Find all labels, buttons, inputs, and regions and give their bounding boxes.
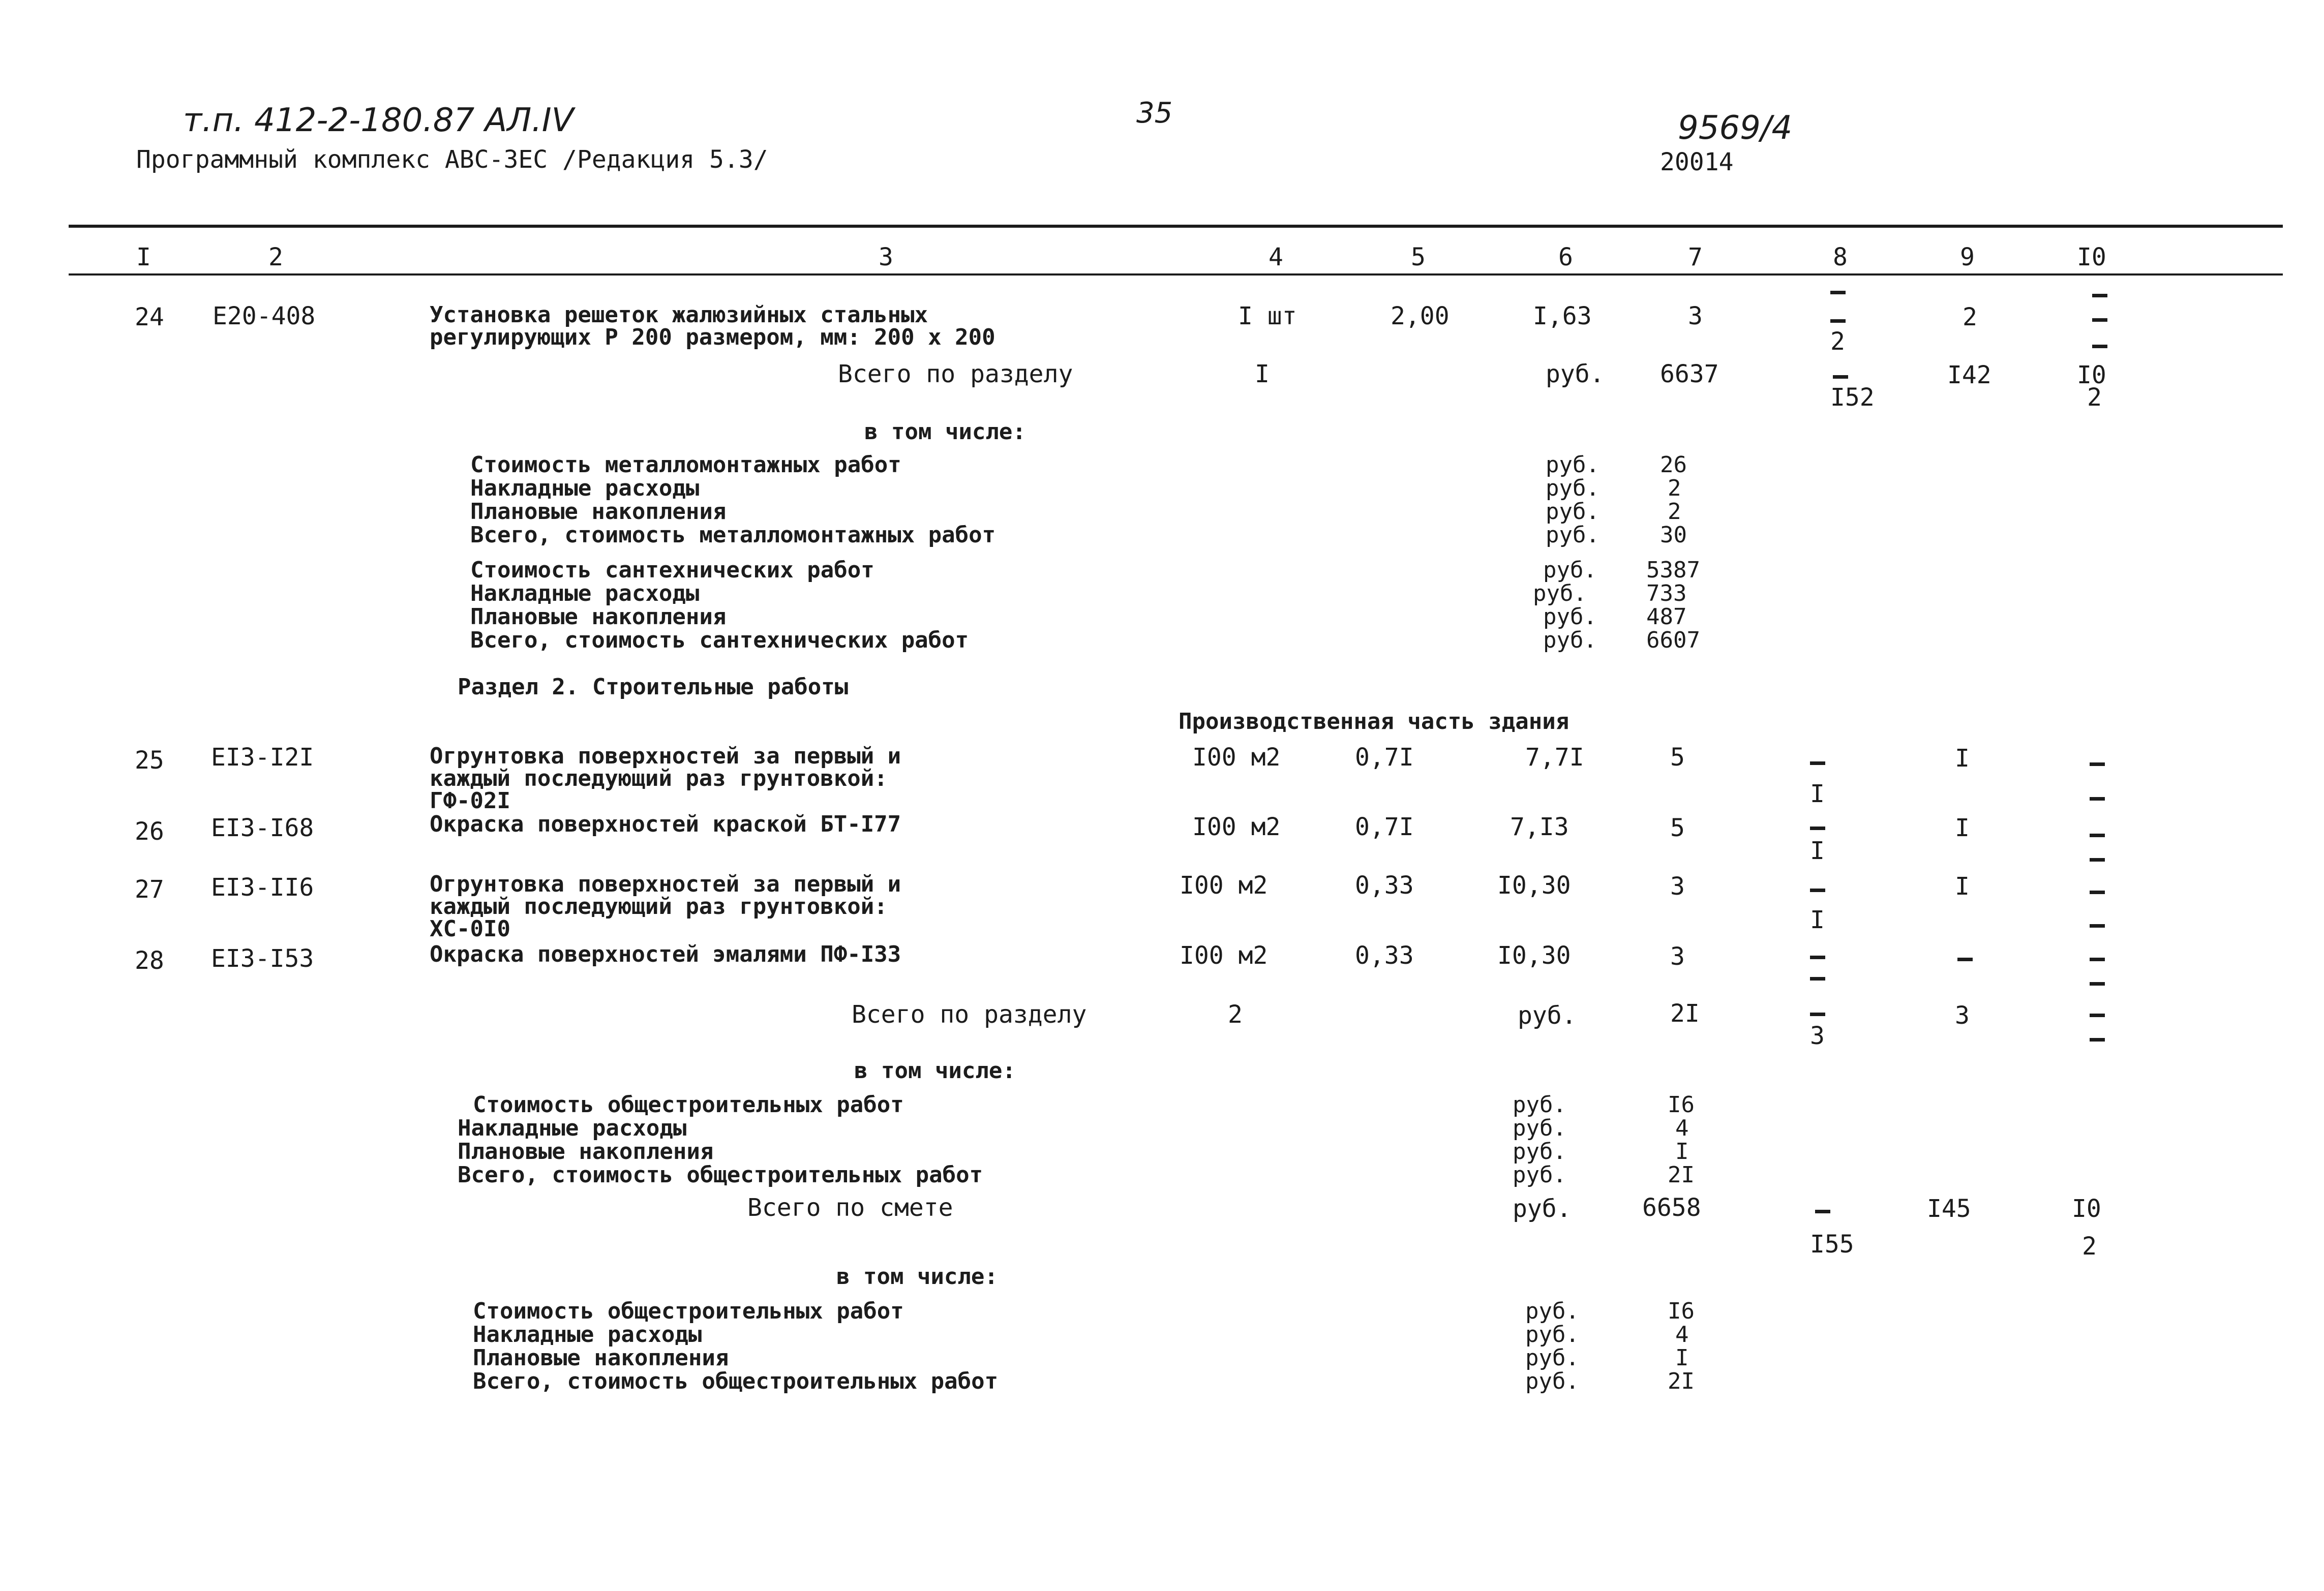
dash-mark bbox=[2090, 924, 2105, 928]
section-total-label: Всего по разделу bbox=[838, 360, 1073, 388]
row-col9: 2 bbox=[1963, 303, 1977, 331]
row-total: 3 bbox=[1688, 302, 1703, 330]
breakdown-unit: руб. bbox=[1513, 1139, 1566, 1165]
row-unit: I00 м2 bbox=[1192, 813, 1281, 841]
section-total-col9: I42 bbox=[1947, 361, 1991, 389]
dash-mark bbox=[2090, 1038, 2105, 1042]
breakdown-title: в том числе: bbox=[854, 1058, 1016, 1084]
breakdown-value: I6 bbox=[1668, 1092, 1695, 1118]
row-total: 5 bbox=[1670, 743, 1685, 772]
row-code: ЕI3-I68 bbox=[211, 814, 314, 842]
row-code: Е20-408 bbox=[213, 302, 316, 330]
row-col9: I bbox=[1955, 814, 1970, 842]
breakdown-label: Всего, стоимость общестроительных работ bbox=[458, 1162, 983, 1188]
section-total-col10-sub: 2 bbox=[2087, 383, 2102, 412]
row-unit: I00 м2 bbox=[1192, 743, 1281, 772]
header-rule-top bbox=[69, 225, 2283, 228]
section-total-col9: 3 bbox=[1955, 1001, 1970, 1030]
estimate-total-unit: руб. bbox=[1513, 1195, 1572, 1223]
document-sub-number: 20014 bbox=[1660, 148, 1734, 176]
column-header: 8 bbox=[1833, 243, 1848, 271]
breakdown-value: I6 bbox=[1668, 1298, 1695, 1324]
document-number: 9569/4 bbox=[1678, 109, 1793, 147]
row-description: Установка решеток жалюзийных стальных bbox=[430, 302, 928, 328]
breakdown-label: Плановые накопления bbox=[473, 1345, 729, 1371]
row-description: Окраска поверхностей эмалями ПФ-I33 bbox=[430, 941, 901, 967]
dash-mark bbox=[2090, 958, 2105, 961]
row-description: ГФ-02I bbox=[430, 788, 510, 814]
breakdown-unit: руб. bbox=[1543, 557, 1597, 583]
row-description: Огрунтовка поверхностей за первый и bbox=[430, 743, 901, 769]
breakdown-value: 5387 bbox=[1646, 557, 1700, 583]
header-rule-bottom bbox=[69, 273, 2283, 276]
breakdown-label: Стоимость сантехнических работ bbox=[470, 557, 874, 583]
breakdown-value: 4 bbox=[1675, 1322, 1689, 1348]
section-total-label: Всего по разделу bbox=[852, 1000, 1087, 1029]
row-unit: I шт bbox=[1238, 302, 1297, 330]
row-description: ХС-0I0 bbox=[430, 916, 510, 942]
breakdown-unit: руб. bbox=[1513, 1092, 1566, 1118]
row-col8: I bbox=[1810, 837, 1825, 865]
section-total-quantity: 2 bbox=[1228, 1000, 1243, 1029]
estimate-total-label: Всего по смете bbox=[747, 1194, 953, 1222]
breakdown-unit: руб. bbox=[1513, 1115, 1566, 1141]
dash-mark bbox=[1833, 375, 1848, 379]
breakdown-label: Накладные расходы bbox=[470, 580, 700, 606]
column-header: 3 bbox=[879, 243, 893, 271]
estimate-total-col10: I0 bbox=[2072, 1195, 2101, 1223]
section-total-unit: руб. bbox=[1546, 360, 1605, 388]
breakdown-value: 2 bbox=[1668, 475, 1681, 501]
dash-mark bbox=[2090, 858, 2105, 862]
breakdown-unit: руб. bbox=[1525, 1345, 1579, 1371]
breakdown-value: I bbox=[1675, 1139, 1689, 1165]
breakdown-label: Всего, стоимость сантехнических работ bbox=[470, 627, 969, 653]
breakdown-value: 2I bbox=[1668, 1368, 1695, 1394]
breakdown-value: 2 bbox=[1668, 499, 1681, 525]
row-unit: I00 м2 bbox=[1180, 871, 1268, 900]
row-price: 7,I3 bbox=[1510, 813, 1569, 841]
section-total-unit: руб. bbox=[1518, 1001, 1577, 1030]
column-header: 7 bbox=[1688, 243, 1703, 271]
breakdown-value: I bbox=[1675, 1345, 1689, 1371]
breakdown-label: Накладные расходы bbox=[470, 475, 700, 501]
row-description: каждый последующий раз грунтовкой: bbox=[430, 894, 888, 920]
dash-mark bbox=[1810, 977, 1825, 981]
dash-mark bbox=[1957, 958, 1973, 961]
row-price: 7,7I bbox=[1525, 743, 1584, 772]
column-header: 5 bbox=[1411, 243, 1426, 271]
breakdown-unit: руб. bbox=[1546, 499, 1599, 525]
row-price: I0,30 bbox=[1497, 941, 1571, 970]
breakdown-unit: руб. bbox=[1533, 580, 1587, 606]
row-col8: 2 bbox=[1830, 327, 1845, 356]
breakdown-unit: руб. bbox=[1546, 475, 1599, 501]
breakdown-label: Всего, стоимость общестроительных работ bbox=[473, 1368, 999, 1394]
breakdown-unit: руб. bbox=[1513, 1162, 1566, 1188]
dash-mark bbox=[2092, 294, 2107, 297]
dash-mark bbox=[2090, 891, 2105, 894]
breakdown-label: Стоимость общестроительных работ bbox=[473, 1298, 904, 1324]
row-col9: I bbox=[1955, 744, 1970, 773]
row-code: ЕI3-II6 bbox=[211, 873, 314, 902]
breakdown-label: Плановые накопления bbox=[470, 604, 727, 630]
row-col9: I bbox=[1955, 872, 1970, 901]
breakdown-value: 2I bbox=[1668, 1162, 1695, 1188]
breakdown-label: Плановые накопления bbox=[458, 1139, 714, 1165]
row-description: Окраска поверхностей краской БТ-I77 bbox=[430, 811, 901, 837]
row-description: каждый последующий раз грунтовкой: bbox=[430, 766, 888, 791]
row-total: 3 bbox=[1670, 942, 1685, 971]
dash-mark bbox=[1810, 761, 1825, 765]
breakdown-label: Стоимость металломонтажных работ bbox=[470, 452, 901, 478]
row-number: 24 bbox=[135, 303, 164, 331]
dash-mark bbox=[1830, 291, 1846, 294]
dash-mark bbox=[1830, 319, 1846, 323]
dash-mark bbox=[2092, 318, 2107, 322]
dash-mark bbox=[2092, 345, 2107, 348]
breakdown-value: 733 bbox=[1646, 580, 1687, 606]
row-code: ЕI3-I2I bbox=[211, 743, 314, 772]
breakdown-unit: руб. bbox=[1525, 1368, 1579, 1394]
section-total-value: 2I bbox=[1670, 999, 1700, 1028]
row-quantity: 2,00 bbox=[1391, 302, 1450, 330]
row-total: 3 bbox=[1670, 872, 1685, 901]
breakdown-value: 30 bbox=[1660, 522, 1687, 548]
breakdown-value: 4 bbox=[1675, 1115, 1689, 1141]
breakdown-unit: руб. bbox=[1543, 604, 1597, 630]
section-total-quantity: I bbox=[1255, 360, 1270, 388]
row-number: 27 bbox=[135, 875, 164, 904]
row-number: 26 bbox=[135, 817, 164, 846]
estimate-total-col10-sub: 2 bbox=[2082, 1232, 2097, 1261]
breakdown-label: Накладные расходы bbox=[458, 1115, 687, 1141]
row-quantity: 0,33 bbox=[1355, 941, 1414, 970]
section-total-col8: 3 bbox=[1810, 1022, 1825, 1050]
breakdown-label: Стоимость общестроительных работ bbox=[473, 1092, 904, 1118]
row-col8: I bbox=[1810, 780, 1825, 808]
row-description: Огрунтовка поверхностей за первый и bbox=[430, 871, 901, 897]
program-caption: Программный комплекс АВС-ЗЕС /Редакция 5.3/ bbox=[136, 145, 768, 174]
dash-mark bbox=[1810, 827, 1825, 830]
page-number: 35 bbox=[1136, 97, 1173, 130]
dash-mark bbox=[2090, 797, 2105, 801]
dash-mark bbox=[1810, 889, 1825, 892]
row-description: регулирующих Р 200 размером, мм: 200 х 200 bbox=[430, 324, 995, 350]
dash-mark bbox=[2090, 982, 2105, 986]
breakdown-label: Накладные расходы bbox=[473, 1322, 702, 1348]
column-header: 6 bbox=[1558, 243, 1573, 271]
breakdown-unit: руб. bbox=[1546, 452, 1599, 478]
row-quantity: 0,7I bbox=[1355, 743, 1414, 772]
dash-mark bbox=[2090, 762, 2105, 766]
breakdown-unit: руб. bbox=[1525, 1322, 1579, 1348]
breakdown-value: 6607 bbox=[1646, 627, 1700, 653]
row-code: ЕI3-I53 bbox=[211, 944, 314, 973]
column-header: 9 bbox=[1960, 243, 1975, 271]
document-code: т.п. 412-2-180.87 АЛ.IV bbox=[183, 102, 574, 139]
section-title: Раздел 2. Строительные работы bbox=[458, 674, 849, 700]
column-header: I bbox=[136, 243, 151, 271]
section-total-col8: I52 bbox=[1830, 383, 1875, 412]
section-total-col10: I0 bbox=[2077, 361, 2106, 389]
dash-mark bbox=[2090, 1014, 2105, 1017]
row-quantity: 0,33 bbox=[1355, 871, 1414, 900]
row-quantity: 0,7I bbox=[1355, 813, 1414, 841]
column-header: 4 bbox=[1269, 243, 1283, 271]
row-number: 25 bbox=[135, 746, 164, 775]
row-number: 28 bbox=[135, 946, 164, 975]
breakdown-unit: руб. bbox=[1543, 627, 1597, 653]
breakdown-value: 26 bbox=[1660, 452, 1687, 478]
dash-mark bbox=[1815, 1210, 1830, 1213]
breakdown-unit: руб. bbox=[1525, 1298, 1579, 1324]
column-header: I0 bbox=[2077, 243, 2106, 271]
breakdown-label: Всего, стоимость металломонтажных работ bbox=[470, 522, 996, 548]
dash-mark bbox=[1810, 1013, 1825, 1016]
estimate-total-col9: I45 bbox=[1927, 1195, 1971, 1223]
breakdown-unit: руб. bbox=[1546, 522, 1599, 548]
row-col8: I bbox=[1810, 906, 1825, 934]
dash-mark bbox=[2090, 834, 2105, 837]
column-header: 2 bbox=[268, 243, 283, 271]
row-unit: I00 м2 bbox=[1180, 941, 1268, 970]
breakdown-title: в том числе: bbox=[864, 419, 1026, 445]
section-total-value: 6637 bbox=[1660, 360, 1719, 388]
row-total: 5 bbox=[1670, 814, 1685, 842]
row-price: I0,30 bbox=[1497, 871, 1571, 900]
row-price: I,63 bbox=[1533, 302, 1592, 330]
estimate-total-value: 6658 bbox=[1642, 1194, 1701, 1222]
subsection-title: Производственная часть здания bbox=[1179, 709, 1570, 735]
breakdown-value: 487 bbox=[1646, 604, 1687, 630]
estimate-total-col8: I55 bbox=[1810, 1230, 1854, 1259]
breakdown-label: Плановые накопления bbox=[470, 499, 727, 525]
breakdown-title: в том числе: bbox=[836, 1264, 998, 1290]
dash-mark bbox=[1810, 956, 1825, 959]
